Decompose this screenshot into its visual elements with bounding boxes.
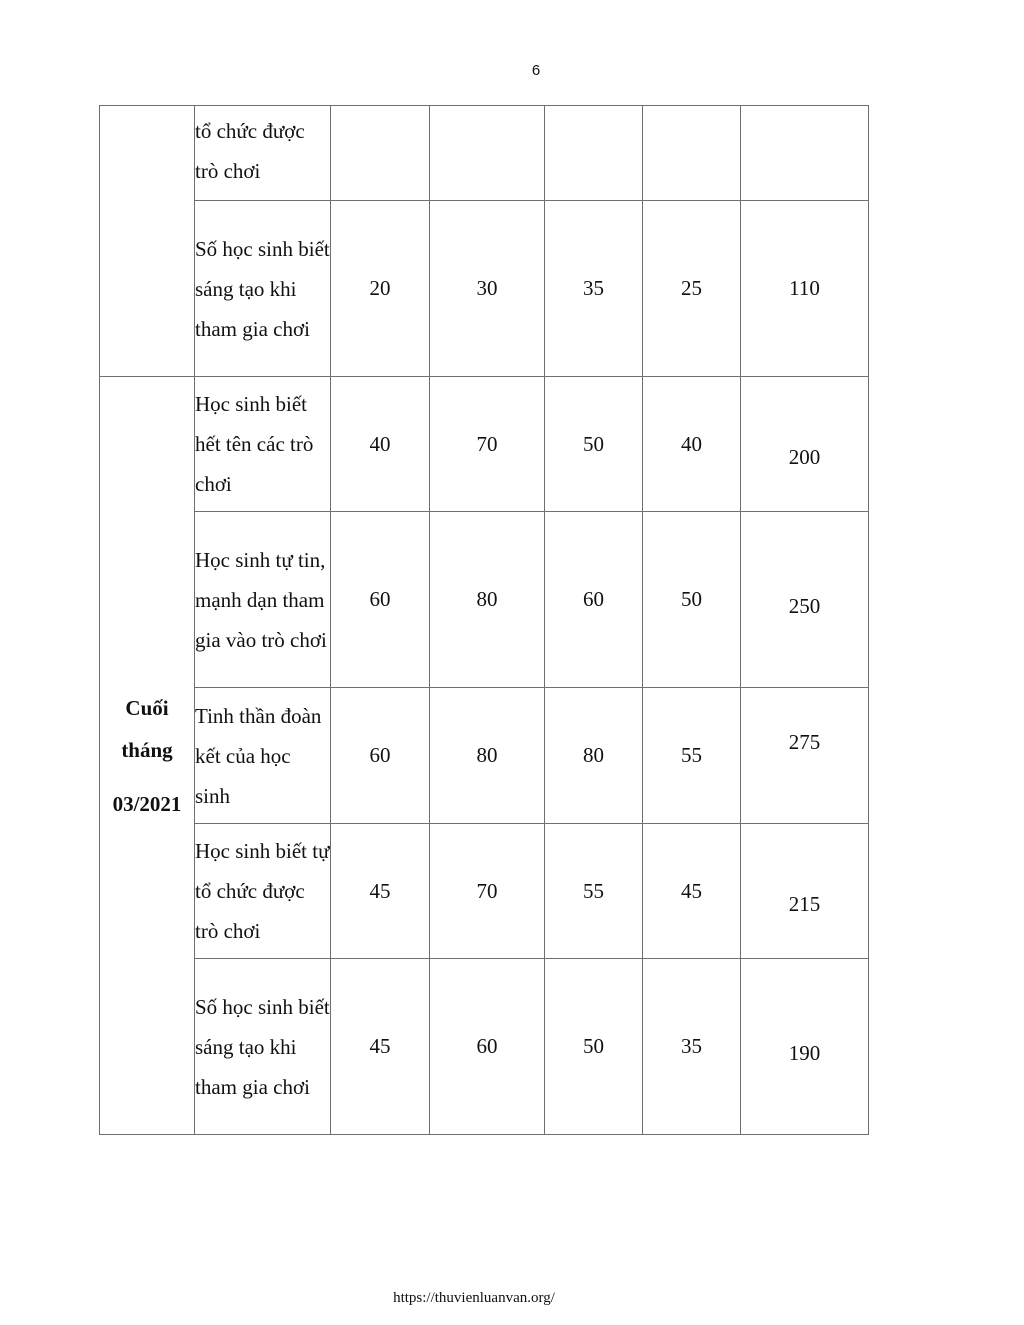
row-label: Học sinh biết hết tên các trò chơi	[195, 377, 331, 512]
value-cell	[643, 106, 741, 201]
value-cell	[430, 106, 545, 201]
value-cell: 40	[643, 377, 741, 512]
table-row	[100, 688, 869, 824]
table-row	[100, 377, 869, 512]
value-cell: 250	[741, 512, 869, 688]
value-cell: 60	[545, 512, 643, 688]
value-cell: 50	[545, 959, 643, 1135]
value-cell: 45	[331, 824, 430, 959]
value-cell: 80	[430, 512, 545, 688]
value-cell: 35	[643, 959, 741, 1135]
value-cell: 60	[331, 688, 430, 824]
table-row	[100, 959, 869, 1135]
value-cell	[331, 106, 430, 201]
row-label: Học sinh tự tin, mạnh dạn tham gia vào trò chơi	[195, 512, 331, 688]
value-cell: 45	[331, 959, 430, 1135]
statistics-table	[99, 105, 869, 1135]
value-cell: 70	[430, 824, 545, 959]
value-cell: 50	[545, 377, 643, 512]
page-number: 6	[531, 62, 541, 79]
period-cell	[100, 377, 195, 1135]
table-row	[100, 824, 869, 959]
value-cell: 80	[430, 688, 545, 824]
period-line: tháng	[121, 737, 173, 762]
row-label: Số học sinh biết sáng tạo khi tham gia chơi	[195, 201, 331, 377]
value-cell: 40	[331, 377, 430, 512]
value-cell: 25	[643, 201, 741, 377]
value-cell: 55	[643, 688, 741, 824]
table-row	[100, 106, 869, 201]
period-line: 03/2021	[112, 791, 182, 816]
table-row	[100, 201, 869, 377]
period-line: Cuối	[125, 695, 169, 720]
value-cell: 45	[643, 824, 741, 959]
row-label: Học sinh biết tự tổ chức được trò chơi	[195, 824, 331, 959]
footer-url[interactable]: https://thuvienluanvan.org/	[393, 1290, 555, 1306]
value-cell: 35	[545, 201, 643, 377]
value-cell	[545, 106, 643, 201]
value-cell: 80	[545, 688, 643, 824]
period-cell-continued	[100, 106, 195, 377]
value-cell: 20	[331, 201, 430, 377]
row-label: Số học sinh biết sáng tạo khi tham gia chơi	[195, 959, 331, 1135]
value-cell: 215	[741, 824, 869, 959]
value-cell: 50	[643, 512, 741, 688]
value-cell: 110	[741, 201, 869, 377]
row-label: tổ chức được trò chơi	[195, 106, 331, 201]
value-cell: 30	[430, 201, 545, 377]
value-cell: 70	[430, 377, 545, 512]
value-cell: 55	[545, 824, 643, 959]
row-label: Tinh thần đoàn kết của học sinh	[195, 688, 331, 824]
value-cell: 60	[331, 512, 430, 688]
value-cell	[741, 106, 869, 201]
value-cell: 60	[430, 959, 545, 1135]
value-cell: 200	[741, 377, 869, 512]
table-row	[100, 512, 869, 688]
value-cell: 190	[741, 959, 869, 1135]
value-cell: 275	[741, 688, 869, 824]
